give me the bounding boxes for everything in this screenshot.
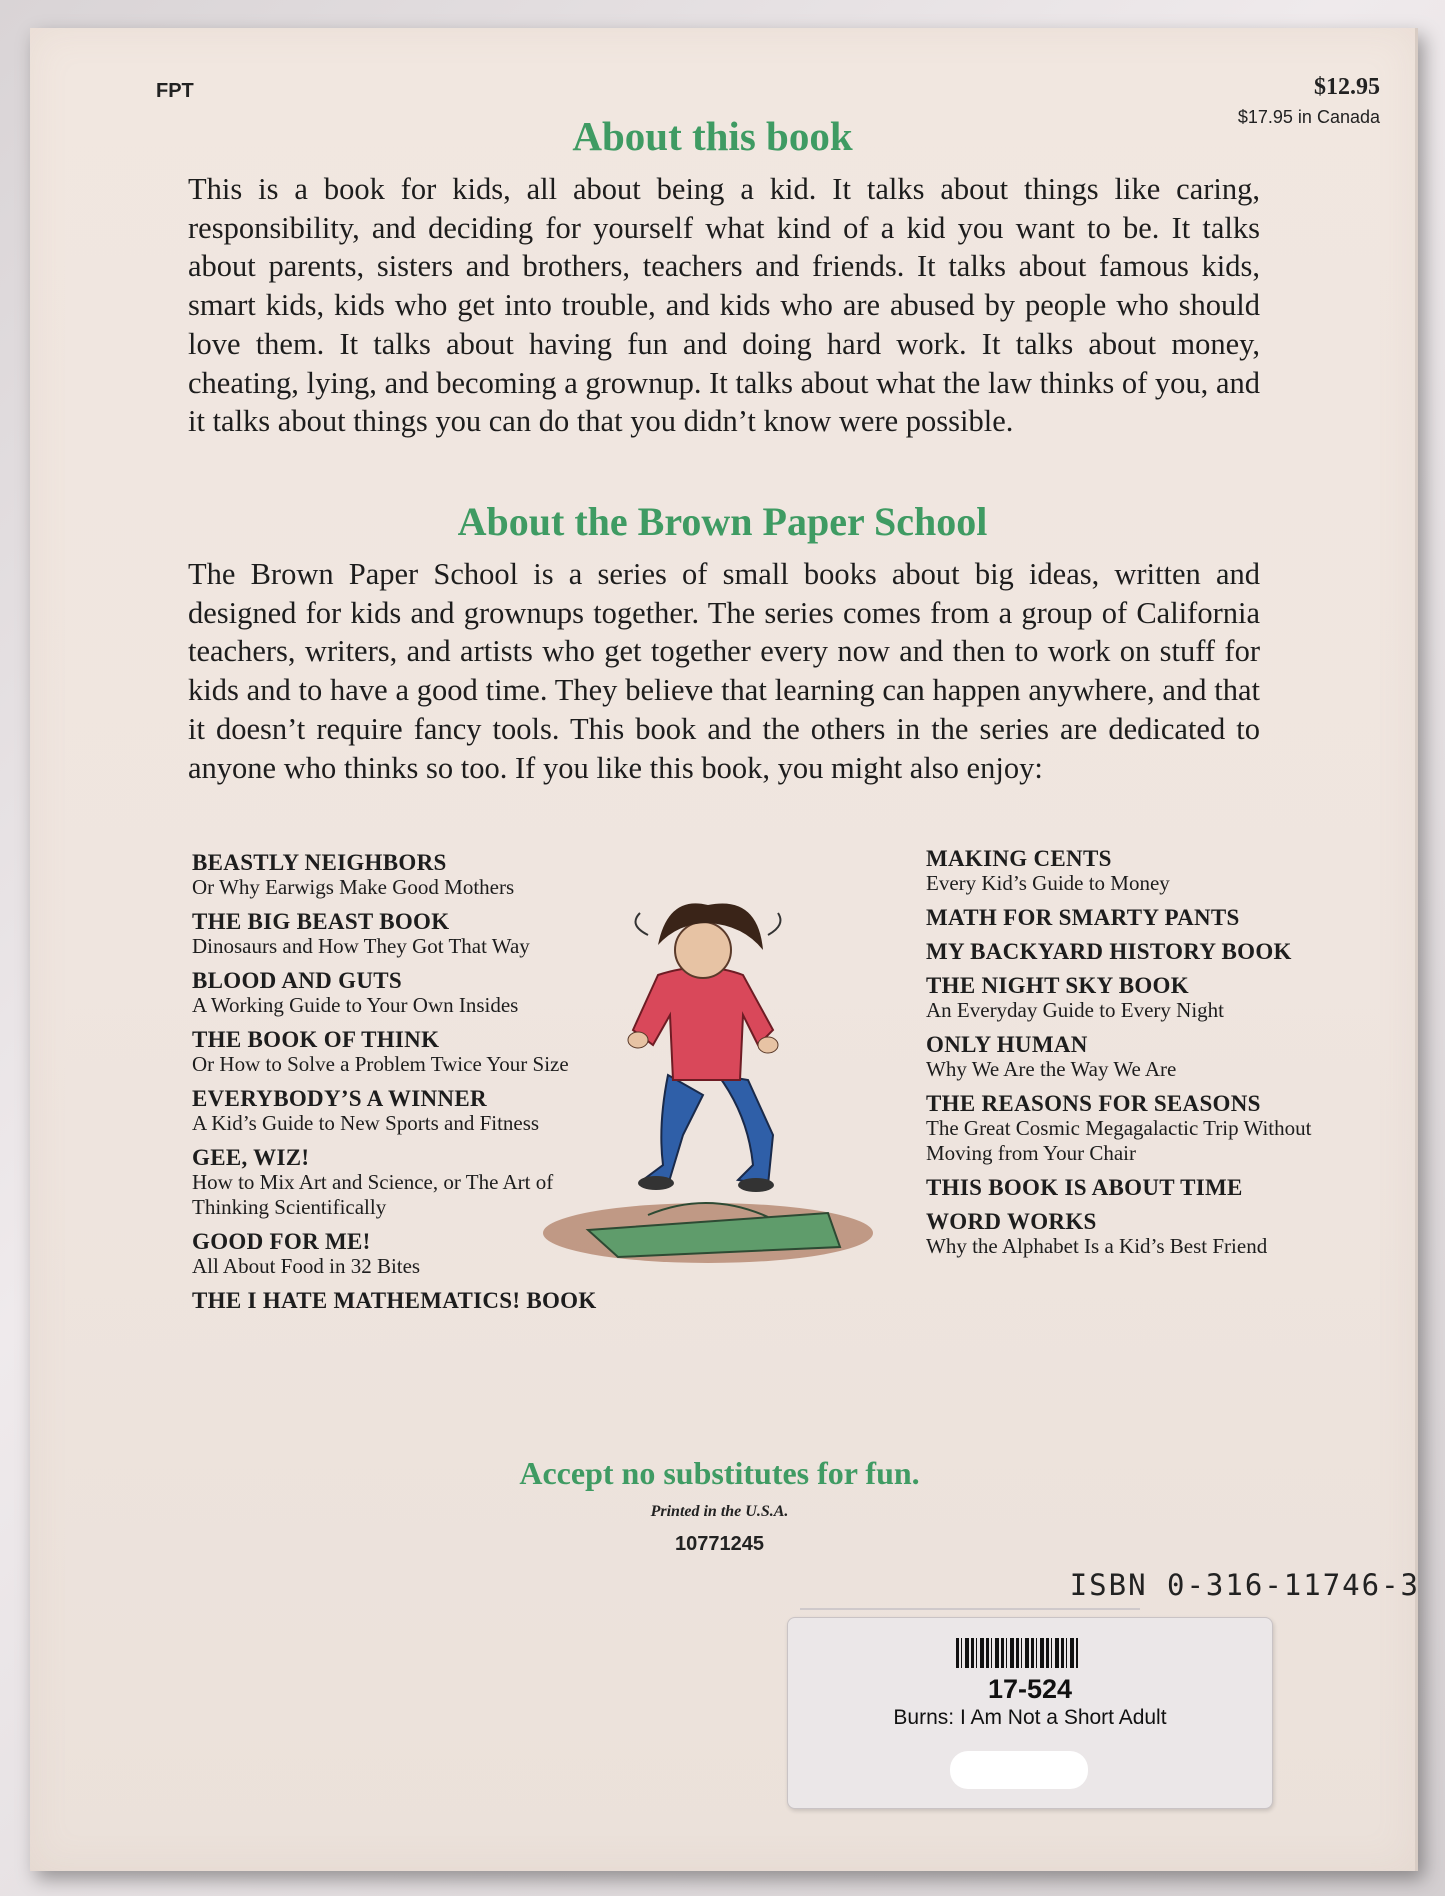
about-school-heading: About the Brown Paper School bbox=[457, 499, 988, 544]
book-subtitle: Why We Are the Way We Are bbox=[926, 1057, 1177, 1081]
sticker-title: Burns: I Am Not a Short Adult bbox=[893, 1706, 1167, 1729]
book-list-right bbox=[926, 846, 1346, 1268]
about-book-heading: About this book bbox=[572, 113, 853, 159]
face bbox=[675, 922, 731, 978]
jeans-right-leg bbox=[718, 1075, 773, 1185]
book-subtitle: All About Food in 32 Bites bbox=[192, 1254, 421, 1278]
book-title: MAKING CENTS bbox=[926, 846, 1112, 871]
book-entry bbox=[192, 850, 612, 900]
price: $12.95 bbox=[1314, 74, 1380, 100]
book-subtitle: How to Mix Art and Science, or The Art of Thinking Scientifically bbox=[192, 1170, 554, 1219]
book-entry bbox=[926, 1091, 1346, 1166]
jeans-left-leg bbox=[643, 1075, 703, 1185]
book-entry bbox=[192, 1288, 612, 1313]
book-title: THE BOOK OF THINK bbox=[192, 1027, 440, 1052]
book-title: MY BACKYARD HISTORY BOOK bbox=[926, 939, 1292, 964]
book-title: MATH FOR SMARTY PANTS bbox=[926, 905, 1240, 930]
book-subtitle: Dinosaurs and How They Got That Way bbox=[192, 934, 530, 958]
book-subtitle: Why the Alphabet Is a Kid’s Best Friend bbox=[926, 1234, 1268, 1258]
book-subtitle: The Great Cosmic Megagalactic Trip Without Moving from Your Chair bbox=[926, 1116, 1312, 1165]
price-canada: $17.95 in Canada bbox=[1237, 107, 1380, 127]
book-entry bbox=[926, 1032, 1346, 1082]
tagline: Accept no substitutes for fun. bbox=[519, 1455, 920, 1491]
book-entry bbox=[926, 1209, 1346, 1259]
book-subtitle: An Everyday Guide to Every Night bbox=[926, 998, 1225, 1022]
book-title: WORD WORKS bbox=[926, 1209, 1097, 1234]
book-entry bbox=[926, 1175, 1346, 1200]
book-subtitle: Or Why Earwigs Make Good Mothers bbox=[192, 875, 515, 899]
book-title: THIS BOOK IS ABOUT TIME bbox=[926, 1175, 1243, 1200]
book-entry bbox=[926, 939, 1346, 964]
book-title: THE BIG BEAST BOOK bbox=[192, 909, 450, 934]
book-title: BEASTLY NEIGHBORS bbox=[192, 850, 447, 875]
book-title: THE I HATE MATHEMATICS! BOOK bbox=[192, 1288, 597, 1313]
book-subtitle: Every Kid’s Guide to Money bbox=[926, 871, 1170, 895]
book-entry bbox=[926, 973, 1346, 1023]
about-book-text: This is a book for kids, all about being a kid. It talks about things like caring, responsibility, and deciding for yourself what kind of a kid you want to be. It talks about parents, sisters and brothers, teachers and friends. It talks about famous kids, smart kids, kids who get into trouble, and kids who are abused by people who should love them. It talks about having fun and doing hard work. It talks about money, cheating, lying, and becoming a grownup. It talks about what the law thinks of you, and it talks about things you can do that you didn’t know were possible. bbox=[188, 172, 1260, 439]
product-code: 10771245 bbox=[675, 1533, 764, 1555]
book-subtitle: Or How to Solve a Problem Twice Your Size bbox=[192, 1052, 569, 1076]
sticker-blank-label bbox=[950, 1751, 1088, 1789]
book-title: GOOD FOR ME! bbox=[192, 1229, 371, 1254]
book-title: ONLY HUMAN bbox=[926, 1032, 1088, 1057]
book-entry bbox=[926, 846, 1346, 896]
red-shirt bbox=[633, 968, 773, 1081]
book-title: THE REASONS FOR SEASONS bbox=[926, 1091, 1261, 1116]
barcode bbox=[956, 1638, 1078, 1668]
book-title: EVERYBODY’S A WINNER bbox=[192, 1086, 487, 1111]
jumping-kid-illustration bbox=[528, 895, 888, 1285]
book-title: BLOOD AND GUTS bbox=[192, 968, 402, 993]
publisher-code: FPT bbox=[156, 80, 194, 102]
isbn: ISBN 0-316-11746-3 bbox=[1069, 1568, 1420, 1602]
printed-in: Printed in the U.S.A. bbox=[650, 1503, 789, 1520]
book-subtitle: A Kid’s Guide to New Sports and Fitness bbox=[192, 1111, 540, 1135]
about-school-text: The Brown Paper School is a series of small books about big ideas, written and designed for kids and grownups together. The series comes from a group of California teachers, writers, and artists who get together every now and then to work on stuff for kids and to have a good time. They believe that learning can happen anywhere, and that it doesn’t require fancy tools. This book and the others in the series are dedicated to anyone who thinks so too. If you like this book, you might also enjoy: bbox=[188, 557, 1260, 785]
book-title: GEE, WIZ! bbox=[192, 1145, 310, 1170]
library-sticker bbox=[787, 1617, 1273, 1809]
book-title: THE NIGHT SKY BOOK bbox=[926, 973, 1189, 998]
sticker-number: 17-524 bbox=[987, 1674, 1073, 1704]
book-subtitle: A Working Guide to Your Own Insides bbox=[192, 993, 519, 1017]
book-entry bbox=[926, 905, 1346, 930]
